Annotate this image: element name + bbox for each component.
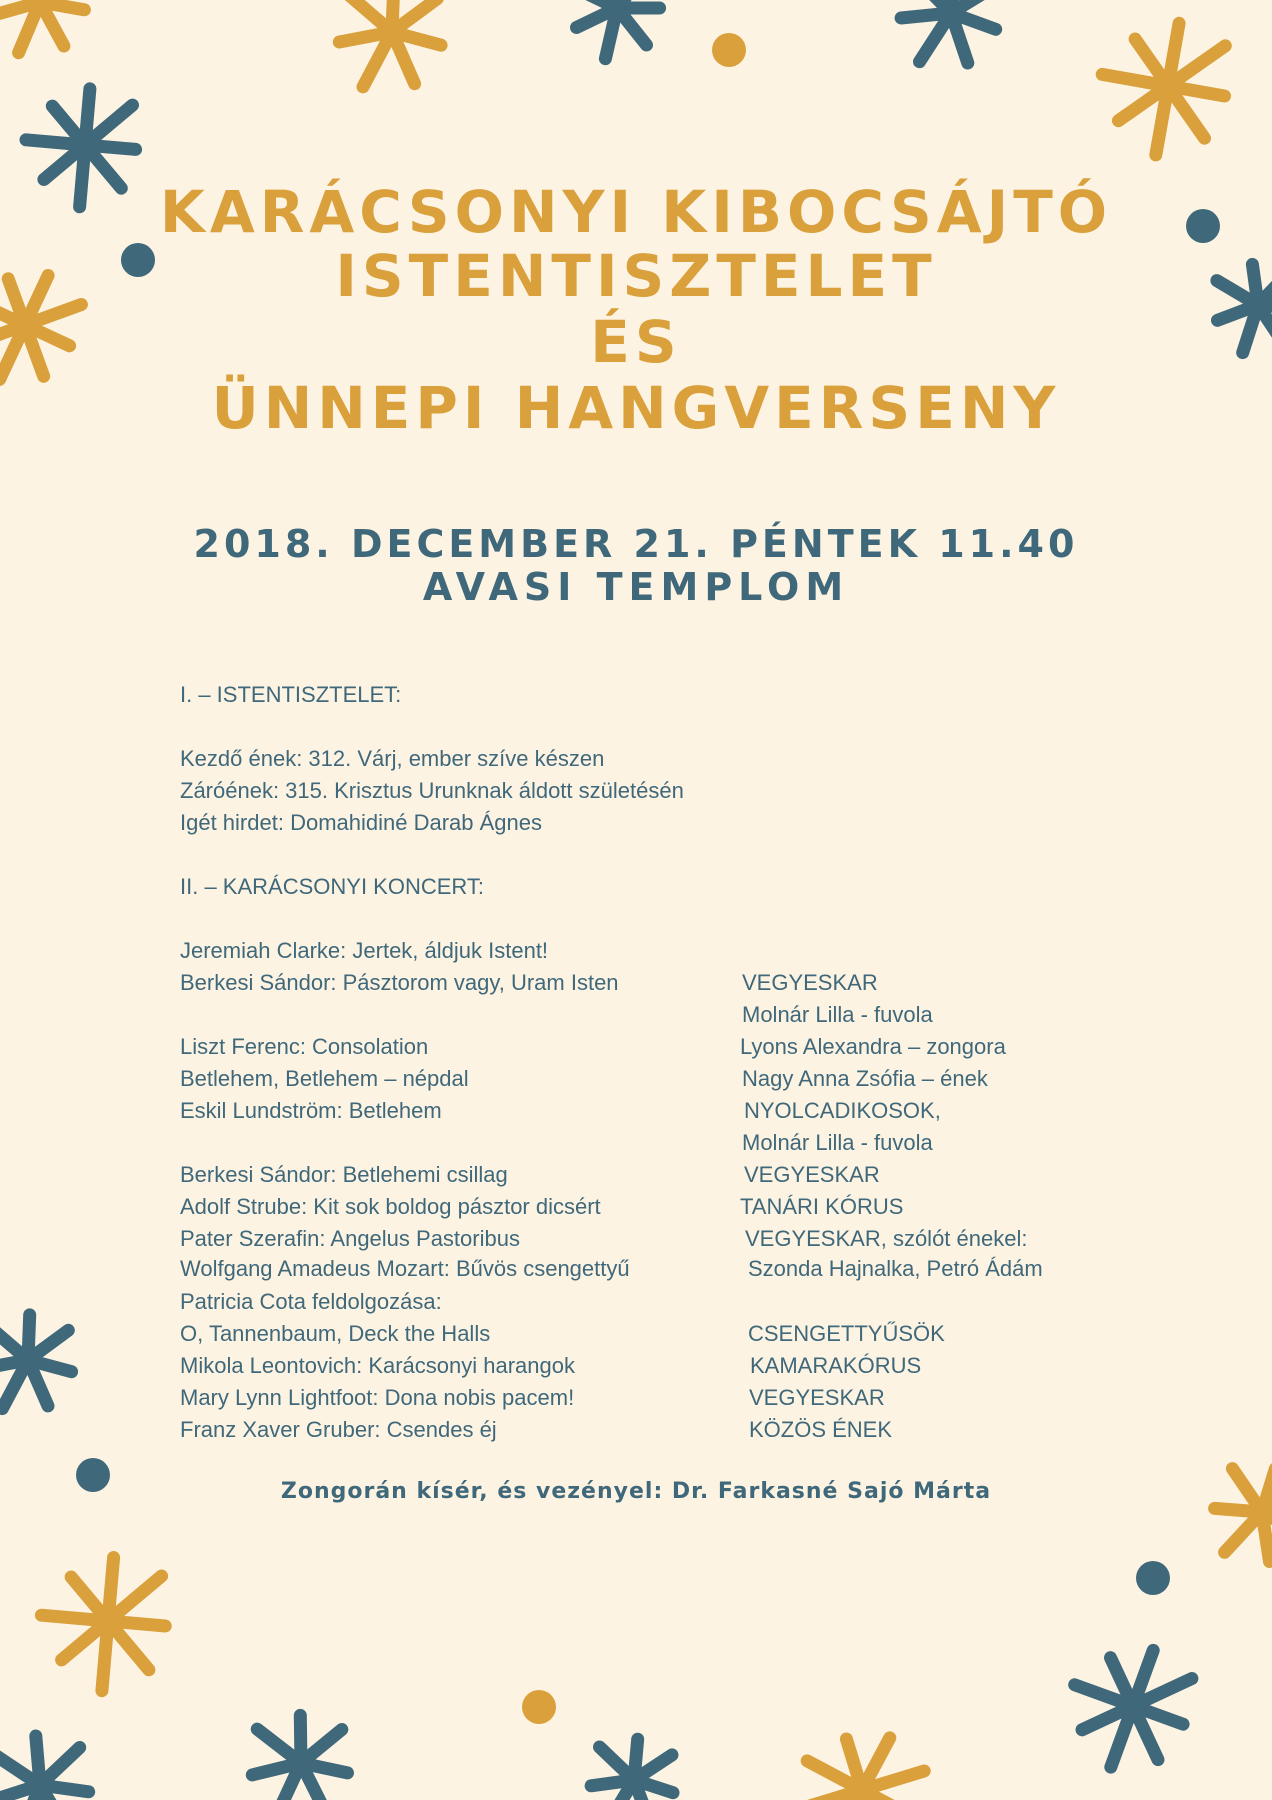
title-line-3: ÉS — [590, 308, 682, 376]
section-concert-heading: II. – KARÁCSONYI KONCERT: — [180, 874, 485, 899]
program-item: Patricia Cota feldolgozása: — [180, 1289, 442, 1314]
performer: VEGYESKAR — [744, 1162, 880, 1187]
dot-icon — [1136, 1561, 1170, 1595]
performer: Nagy Anna Zsófia – ének — [742, 1066, 988, 1091]
snowflake-icon — [0, 1736, 89, 1800]
program-item: Betlehem, Betlehem – népdal — [180, 1066, 469, 1091]
performer: VEGYESKAR, szólót énekel: — [745, 1226, 1028, 1251]
dot-icon — [712, 33, 746, 67]
program-item: Liszt Ferenc: Consolation — [180, 1034, 429, 1059]
snowflake-icon — [0, 0, 84, 53]
performer: VEGYESKAR — [742, 970, 878, 995]
event-venue: AVASI TEMPLOM — [422, 565, 850, 609]
program-item: Pater Szerafin: Angelus Pastoribus — [180, 1226, 520, 1251]
title-line-4: ÜNNEPI HANGVERSENY — [211, 374, 1061, 442]
snowflake-icon — [0, 1315, 72, 1409]
title-line-1: KARÁCSONYI KIBOCSÁJTÓ — [159, 178, 1113, 246]
program-item: Igét hirdet: Domahidiné Darab Ágnes — [180, 810, 542, 835]
program-item: Jeremiah Clarke: Jertek, áldjuk Istent! — [180, 938, 549, 963]
snowflake-icon — [572, 0, 659, 59]
performer: CSENGETTYŰSÖK — [748, 1321, 945, 1346]
snowflake-icon — [1102, 23, 1225, 155]
performer: Molnár Lilla - fuvola — [742, 1002, 933, 1027]
snowflake-icon — [1075, 1650, 1192, 1767]
program-item: Adolf Strube: Kit sok boldog pásztor dicsért — [180, 1194, 601, 1219]
program-item: Berkesi Sándor: Betlehemi csillag — [180, 1162, 508, 1187]
performer: Lyons Alexandra – zongora — [740, 1034, 1006, 1059]
snowflake-icon — [591, 1739, 673, 1800]
section-worship-heading: I. – ISTENTISZTELET: — [180, 682, 402, 707]
dot-icon — [522, 1690, 556, 1724]
program-item: Franz Xaver Gruber: Csendes éj — [180, 1417, 497, 1442]
performer: VEGYESKAR — [749, 1385, 885, 1410]
performer: Szonda Hajnalka, Petró Ádám — [748, 1256, 1043, 1281]
program-item: O, Tannenbaum, Deck the Halls — [180, 1321, 491, 1346]
program-item: Wolfgang Amadeus Mozart: Bűvös csengettyű — [180, 1256, 630, 1281]
snowflake-icon — [339, 0, 441, 87]
program-item: Kezdő ének: 312. Várj, ember szíve készen — [180, 746, 605, 771]
program-item: Eskil Lundström: Betlehem — [180, 1098, 442, 1123]
performer: TANÁRI KÓRUS — [740, 1194, 904, 1219]
program-item: Berkesi Sándor: Pásztorom vagy, Uram Isten — [180, 970, 619, 995]
snowflake-icon — [901, 0, 996, 63]
program-item: Mary Lynn Lightfoot: Dona nobis pacem! — [180, 1385, 575, 1410]
program-item: Záróének: 315. Krisztus Urunknak áldott születésén — [180, 778, 684, 803]
title-line-2: ISTENTISZTELET — [335, 242, 937, 310]
footer-credit: Zongorán kísér, és vezényel: Dr. Farkasné Sajó Márta — [280, 1479, 992, 1504]
performer: NYOLCADIKOSOK, — [744, 1098, 941, 1123]
snowflake-icon — [252, 1715, 347, 1800]
performer: KÖZÖS ÉNEK — [749, 1417, 893, 1442]
performer: KAMARAKÓRUS — [750, 1353, 922, 1378]
snowflake-icon — [41, 1558, 165, 1691]
program-item: Mikola Leontovich: Karácsonyi harangok — [180, 1353, 576, 1378]
snowflake-icon — [807, 1738, 924, 1800]
performer: Molnár Lilla - fuvola — [742, 1130, 933, 1155]
event-datetime: 2018. DECEMBER 21. PÉNTEK 11.40 — [193, 522, 1079, 566]
